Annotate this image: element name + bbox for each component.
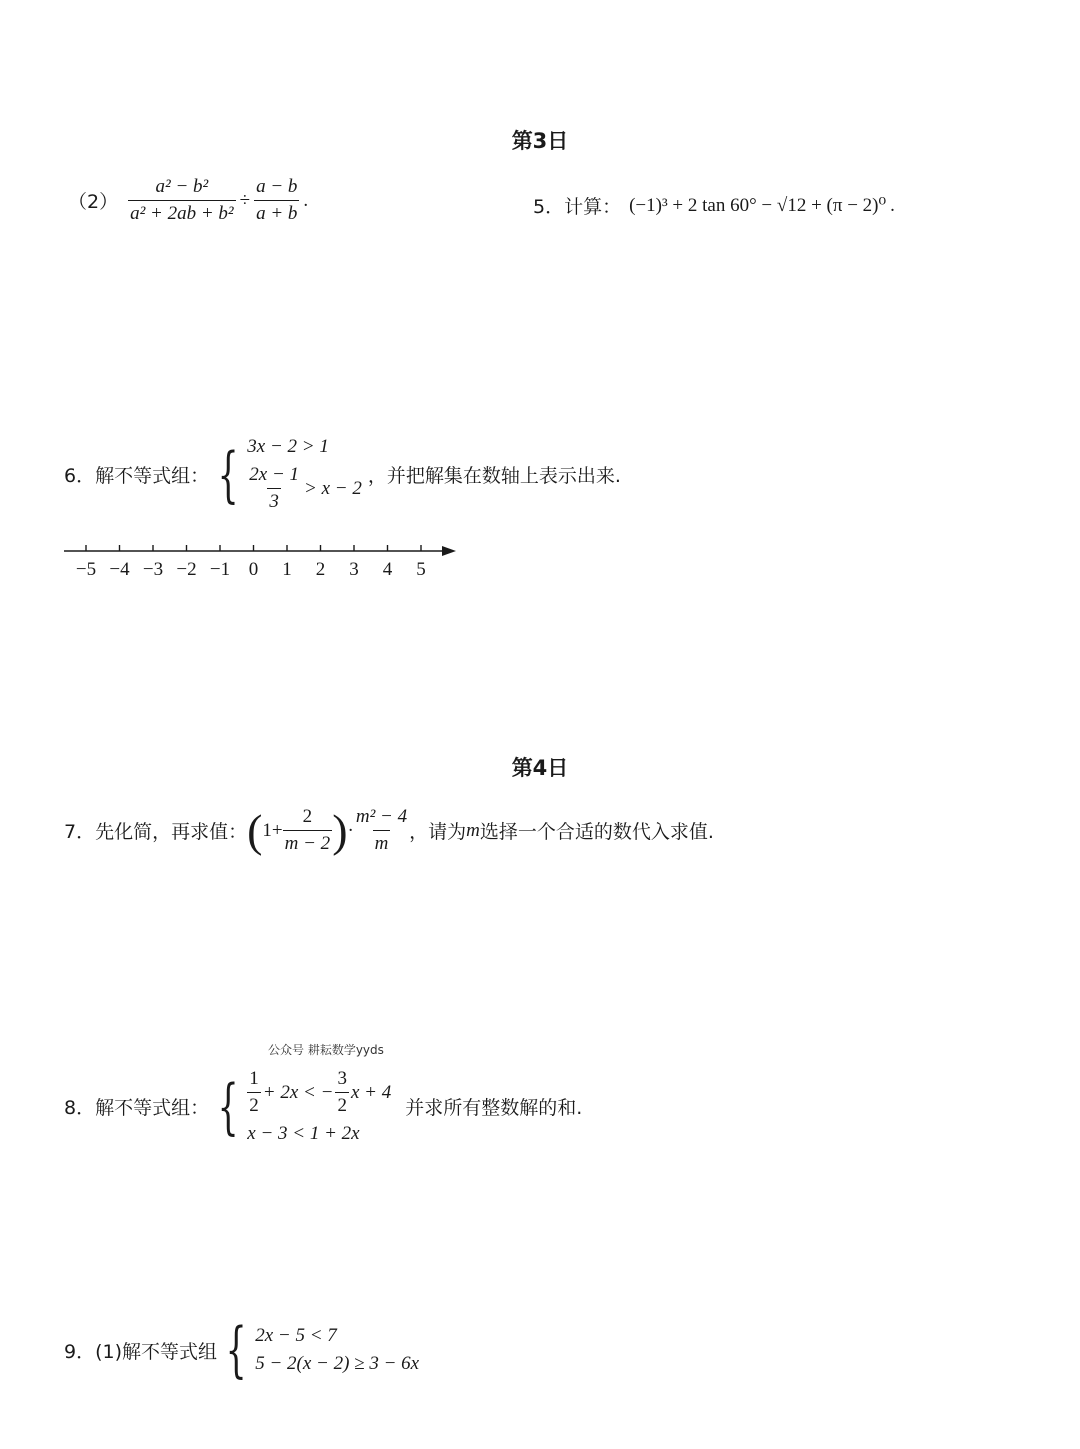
problem-8-line-1 [247,1068,391,1117]
problem-7-dot: · [347,819,354,841]
problem-6 [64,436,621,513]
problem-2-fraction-2-numerator: a − b [256,176,298,197]
problem-6-suffix: ，并把解集在数轴上表示出来. [367,465,621,487]
problem-7-suffix-post: 选择一个合适的数代入求值. [479,821,714,843]
problem-8-line-1-fraction-2 [335,1068,349,1117]
problem-5 [533,192,895,219]
problem-5-period: . [890,194,895,216]
problem-8-system [247,1068,391,1145]
number-line-tick-label: 3 [349,559,359,580]
number-line-tick-label: −2 [176,559,197,580]
problem-8-line-1-middle: + 2x < − [262,1081,334,1103]
number-line-tick-label: −5 [75,559,97,580]
problem-6-line-2-numerator: 2x − 1 [249,464,300,485]
problem-8 [64,1068,582,1145]
watermark-text: 公众号 耕耘数学yyds [268,1043,384,1057]
problem-6-line-2 [247,464,362,513]
problem-2-divide-sign: ÷ [239,189,251,211]
number-line-tick-label: 0 [248,559,259,580]
problem-8-line-1-fraction-1 [247,1068,261,1117]
problem-9-system [255,1325,419,1375]
problem-8-fraction-2-numerator: 3 [337,1068,347,1089]
problem-7-right-paren: ) [332,804,348,856]
problem-9-line-2: 5 − 2(x − 2) ≥ 3 − 6x [255,1353,420,1374]
problem-7-fraction-2-numerator: m² − 4 [355,806,408,827]
problem-8-brace: { [217,1071,239,1142]
problem-7-fraction-1-denominator: m − 2 [283,830,333,855]
problem-8-suffix: 并求所有整数解的和. [405,1097,583,1119]
number-line-tick-label: −4 [109,559,130,580]
problem-2-label: （2） [68,191,119,213]
problem-8-label: 8．解不等式组： [64,1097,210,1119]
problem-2-fraction-1 [128,176,236,225]
number-line-tick-label: 1 [282,559,292,580]
problem-6-label: 6．解不等式组： [64,465,210,487]
problem-2-fraction-2 [254,176,299,225]
problem-9-line-1: 2x − 5 < 7 [255,1325,337,1346]
problem-6-line-2-denominator: 3 [267,488,281,513]
problem-6-line-2-fraction [247,464,301,513]
number-line-arrow-icon [442,546,456,556]
number-line-tick-label: 4 [382,559,393,580]
problem-8-fraction-2-denominator: 2 [335,1092,349,1117]
problem-7-one: 1+ [262,819,283,841]
day-4-title: 第4日 [511,756,569,780]
problem-2-period: . [303,189,309,211]
problem-6-line-2-rest: > x − 2 [304,477,362,499]
problem-9-brace: { [225,1315,247,1385]
problem-7-fraction-1 [283,806,333,855]
problem-9 [64,1315,420,1385]
number-line [60,535,460,585]
problem-2 [68,176,308,225]
problem-6-brace: { [217,439,239,510]
problem-7-fraction-2-denominator: m [373,830,391,855]
problem-7-fraction-1-numerator: 2 [302,806,313,827]
problem-6-system [247,436,362,513]
problem-6-line-1: 3x − 2 > 1 [247,436,329,457]
problem-9-label: 9．(1)解不等式组 [64,1340,218,1363]
problem-8-fraction-1-numerator: 1 [249,1068,259,1089]
problem-8-fraction-1-denominator: 2 [247,1092,261,1117]
problem-7-variable: m [466,819,480,841]
problem-5-expression: (−1)³ + 2 tan 60° − √12 + (π − 2)⁰ [629,195,887,216]
number-line-tick-label: 5 [416,559,426,580]
problem-7-label: 7．先化简，再求值： [64,821,248,843]
problem-7-left-paren: ( [247,804,263,856]
problem-8-line-1-end: x + 4 [350,1081,392,1103]
problem-2-fraction-1-numerator: a² − b² [155,176,209,197]
problem-7 [64,806,714,855]
problem-5-label: 5．计算： [533,196,622,218]
problem-8-line-2: x − 3 < 1 + 2x [247,1123,360,1144]
problem-7-suffix-pre: ，请为 [409,821,467,843]
problem-7-fraction-2 [354,806,409,855]
number-line-tick-label: 2 [315,559,326,580]
day-3-title: 第3日 [511,129,569,153]
problem-2-fraction-1-denominator: a² + 2ab + b² [128,200,236,225]
number-line-tick-label: −3 [142,559,164,580]
number-line-tick-label: −1 [209,559,231,580]
problem-2-fraction-2-denominator: a + b [254,200,299,225]
